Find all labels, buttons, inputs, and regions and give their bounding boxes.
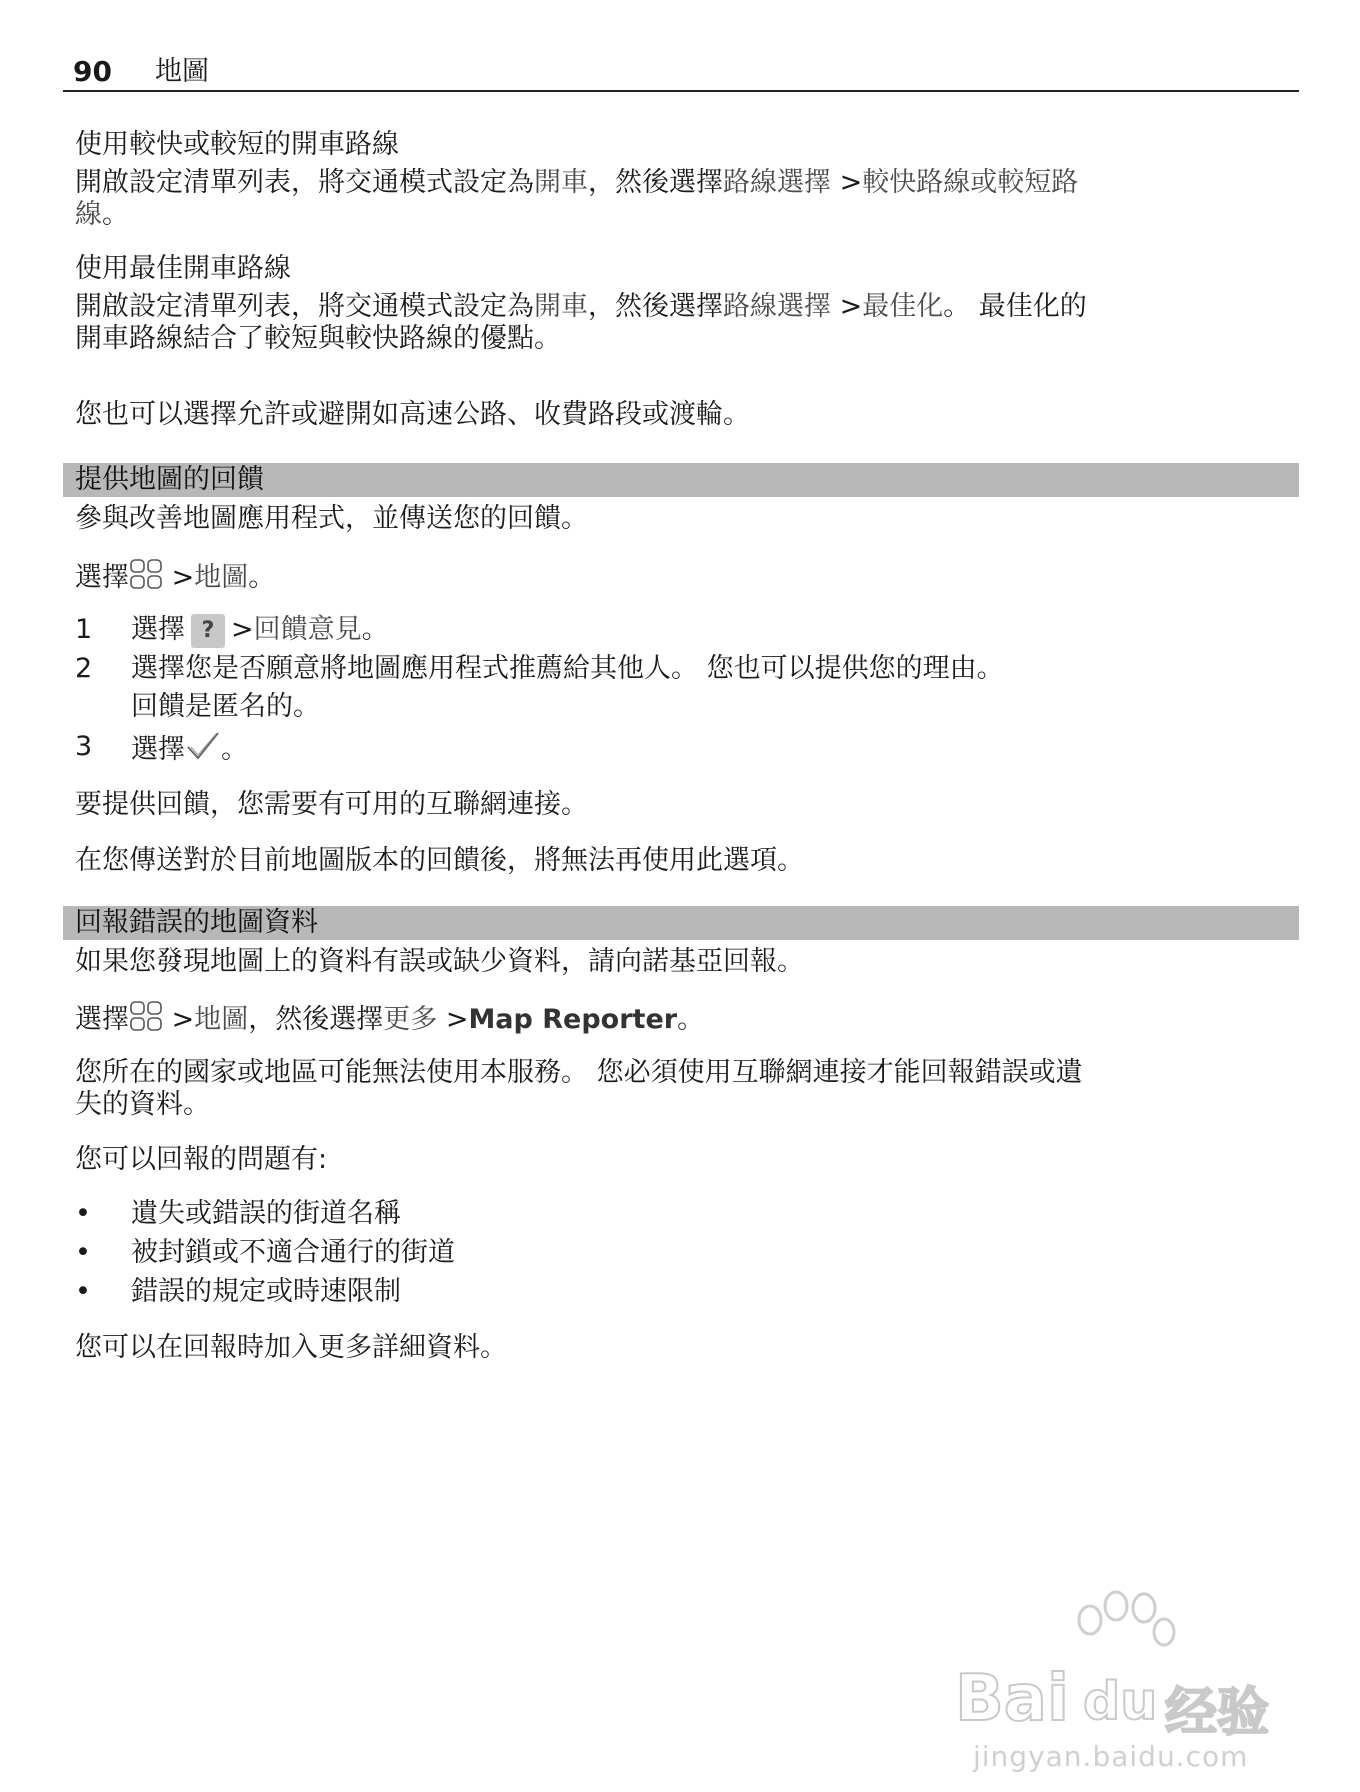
step-3 [131,730,1231,771]
route-selection-option: 路線選擇 [723,167,831,198]
report-intro: 如果您發現地圖上的資料有誤或缺少資料，請向諾基亞回報。 [75,946,804,977]
availability-line2: 失的資料。 [75,1089,210,1120]
feedback-intro: 參與改善地圖應用程式，並傳送您的回饋。 [75,503,588,534]
issues-intro: 您可以回報的問題有: [75,1144,328,1175]
text-fragment: 。 [248,562,276,593]
drive-option: 開車 [534,291,588,322]
text-fragment: ，然後選擇 [588,291,723,322]
text-fragment: 選擇 [75,1004,129,1035]
page-number: 90 [73,55,112,88]
section-title: 回報錯誤的地圖資料 [75,907,318,938]
feedback-note-version: 在您傳送對於目前地圖版本的回饋後，將無法再使用此選項。 [75,845,804,876]
step-number: 2 [75,653,93,684]
text-fragment: 。 [221,734,248,765]
section-bar-report [63,906,1299,940]
separator: > [445,1004,469,1035]
faster-route-line1 [75,166,1275,200]
separator: > [171,1004,195,1035]
step-1 [131,613,1231,648]
bullet-marker: • [75,1237,91,1268]
maps-option: 地圖 [194,1004,249,1035]
text-fragment: 。 [361,614,389,645]
best-route-line1 [75,290,1275,324]
text-fragment: ，然後選擇 [248,1004,384,1035]
text-fragment: 。 [102,199,129,230]
watermark-url: jingyan.baidu.com [973,1740,1249,1773]
list-item: 被封鎖或不適合通行的街道 [131,1237,455,1268]
avoid-note: 您也可以選擇允許或避開如高速公路、收費路段或渡輪。 [75,399,750,430]
route-selection-option: 路線選擇 [723,291,831,322]
running-header [63,54,1299,92]
faster-or-shorter-option-cont: 線 [75,199,102,230]
best-route-heading: 使用最佳開車路線 [75,253,291,284]
maps-option: 地圖 [194,562,249,593]
availability-line1: 您所在的國家或地區可能無法使用本服務。 您必須使用互聯網連接才能回報錯誤或遺 [75,1057,1083,1088]
step-2-note: 回饋是匿名的。 [131,691,320,722]
menu-grid-icon [129,1000,163,1041]
map-reporter-option: Map Reporter [468,1004,678,1035]
more-option: 更多 [383,1004,438,1035]
watermark-brand-cn: 经验 [1165,1683,1270,1743]
baidu-watermark [955,1590,1285,1780]
text-fragment: ，然後選擇 [588,167,723,198]
faster-route-heading: 使用較快或較短的開車路線 [75,129,399,160]
best-route-line2: 開車路線結合了較短與較快路線的優點。 [75,323,561,354]
text-fragment: 。 [677,1004,705,1035]
faster-route-line2 [75,198,1275,232]
section-bar-feedback [63,463,1299,497]
report-select-line [75,1000,1275,1041]
chapter-title: 地圖 [155,56,209,87]
watermark-brand: Bai [955,1662,1069,1736]
separator: > [171,562,195,593]
section-title: 提供地圖的回饋 [75,464,264,495]
optimized-option: 最佳化 [862,291,944,322]
paw-logo-icon [1060,1590,1180,1680]
feedback-note-connection: 要提供回饋，您需要有可用的互聯網連接。 [75,789,588,820]
bullet-marker: • [75,1198,91,1229]
feedback-select-line [75,558,1275,599]
separator: > [231,614,254,645]
help-icon: ? [191,614,225,648]
step-number: 3 [75,731,93,762]
step-number: 1 [75,614,93,645]
step-2: 選擇您是否願意將地圖應用程式推薦給其他人。 您也可以提供您的理由。 [131,653,1004,684]
checkmark-icon [185,730,221,771]
drive-option: 開車 [534,167,588,198]
feedback-option: 回饋意見 [253,614,362,645]
separator: > [839,167,863,198]
separator: > [839,291,863,322]
watermark-brand-du: du [1083,1672,1158,1732]
text-fragment: 開啟設定清單列表，將交通模式設定為 [75,167,534,198]
report-closing: 您可以在回報時加入更多詳細資料。 [75,1332,507,1363]
text-fragment: 。 最佳化的 [943,291,1087,322]
list-item: 遺失或錯誤的街道名稱 [131,1198,401,1229]
bullet-marker: • [75,1276,91,1307]
text-fragment: 開啟設定清單列表，將交通模式設定為 [75,291,534,322]
text-fragment: 選擇 [131,734,185,765]
text-fragment: 選擇 [131,614,185,645]
list-item: 錯誤的規定或時速限制 [131,1276,401,1307]
menu-grid-icon [129,558,163,599]
text-fragment: 選擇 [75,562,129,593]
faster-or-shorter-option: 較快路線或較短路 [862,167,1079,198]
